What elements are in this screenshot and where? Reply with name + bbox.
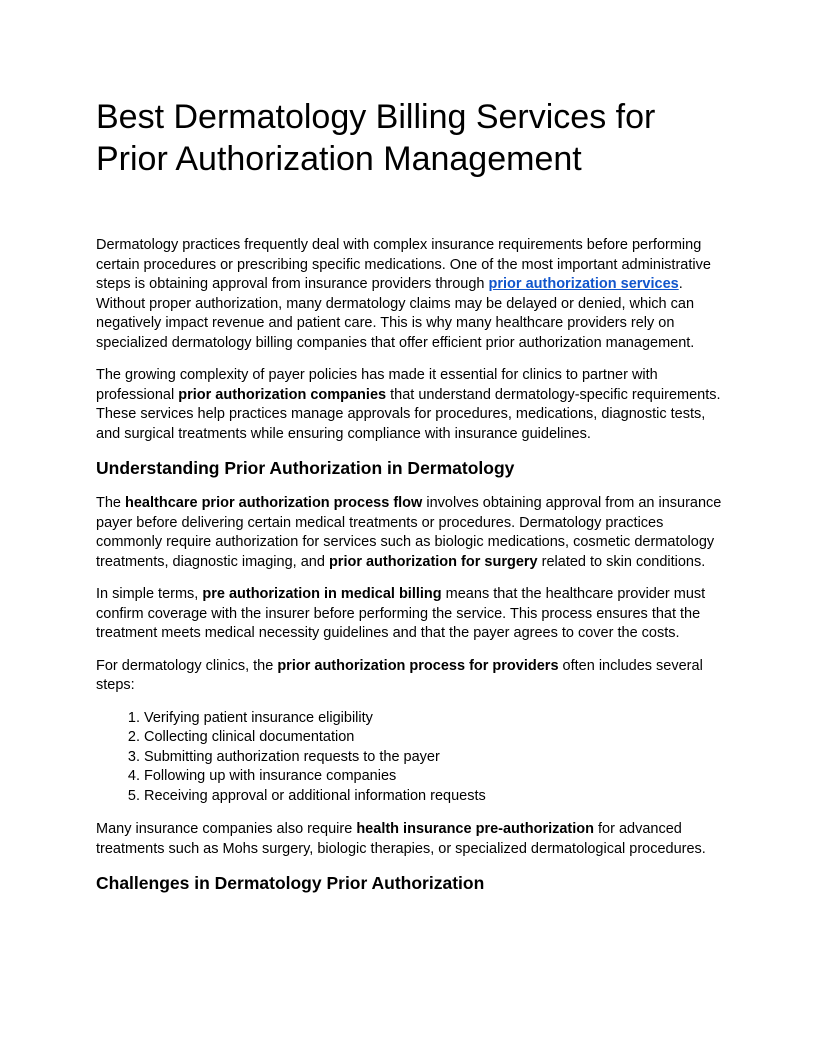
intro-p2-text-a: The growing complexity of payer policies has made it essential for clinics to partner with professional — [96, 367, 658, 403]
document-title: Best Dermatology Billing Services for Prior Authorization Management — [96, 98, 656, 178]
intro-paragraph-1 — [96, 236, 724, 353]
section1-paragraph-3 — [96, 657, 724, 696]
s1-p1-bold-1: healthcare prior authorization process flow — [125, 495, 423, 511]
list-item: 3. Submitting authorization requests to the payer — [144, 748, 724, 768]
intro-paragraph-2 — [96, 366, 724, 444]
section-heading-understanding: Understanding Prior Authorization in Dermatology — [96, 458, 515, 478]
s1-p3-bold: prior authorization process for providers — [277, 657, 559, 674]
list-item: 5. Receiving approval or additional information requests — [144, 787, 724, 807]
s1-p2-text-b: means that the healthcare provider must confirm coverage with the insurer before performing the service. This process ensures that the treatment meets medical necessity guidelines and that the payer agrees to cover the costs. — [96, 586, 706, 641]
s1-p3-text-a: For dermatology clinics, the — [96, 657, 278, 674]
s1-p2-bold: pre authorization in medical billing — [202, 586, 442, 602]
s1-p4-text-a: Many insurance companies also require — [96, 821, 357, 837]
s1-p3-text-b: often includes several steps: — [96, 657, 703, 693]
prior-authorization-services-link[interactable]: prior authorization services — [488, 276, 679, 292]
intro-p1-text-a: Dermatology practices frequently deal with complex insurance requirements before performing certain procedures or prescribing specific medications. One of the most important administrative steps is obtaining approval from insurance providers through — [96, 237, 711, 292]
s1-p1-bold-2: prior authorization for surgery — [328, 553, 538, 570]
section1-paragraph-4 — [96, 820, 724, 859]
list-item: 1. Verifying patient insurance eligibility — [144, 709, 724, 729]
s1-p2-text-a: In simple terms, — [96, 586, 203, 602]
s1-p4-bold: health insurance pre-authorization — [356, 821, 594, 837]
intro-p2-bold: prior authorization companies — [178, 386, 387, 403]
s1-p4-text-b: for advanced treatments such as Mohs surgery, biologic therapies, or specialized dermatological procedures. — [96, 821, 706, 857]
section1-paragraph-2 — [96, 585, 724, 644]
section1-paragraph-1 — [96, 494, 724, 572]
list-item: 4. Following up with insurance companies — [144, 767, 724, 787]
section-heading-challenges: Challenges in Dermatology Prior Authorization — [96, 873, 485, 893]
intro-p2-text-b: that understand dermatology-specific requirements. These services help practices manage approvals for procedures, medications, diagnostic tests, and surgical treatments while ensuring compliance with insurance guidelines. — [96, 386, 721, 442]
s1-p1-text-a: The — [96, 495, 126, 511]
list-item: 2. Collecting clinical documentation — [144, 728, 724, 748]
s1-p1-text-b: involves obtaining approval from an insurance payer before delivering certain medical treatments or procedures. Dermatology practices commonly require authorization for services such as biologic medications, cosmetic dermatology treatments, diagnostic imaging, and — [96, 495, 722, 570]
intro-p1-text-b: . Without proper authorization, many dermatology claims may be delayed or denied, which can negatively impact revenue and patient care. This is why many healthcare providers rely on specialized dermatology billing companies that offer efficient prior authorization management. — [96, 276, 695, 351]
authorization-steps-list — [96, 709, 724, 807]
document-body — [96, 236, 724, 909]
s1-p1-text-c: related to skin conditions. — [537, 553, 706, 570]
